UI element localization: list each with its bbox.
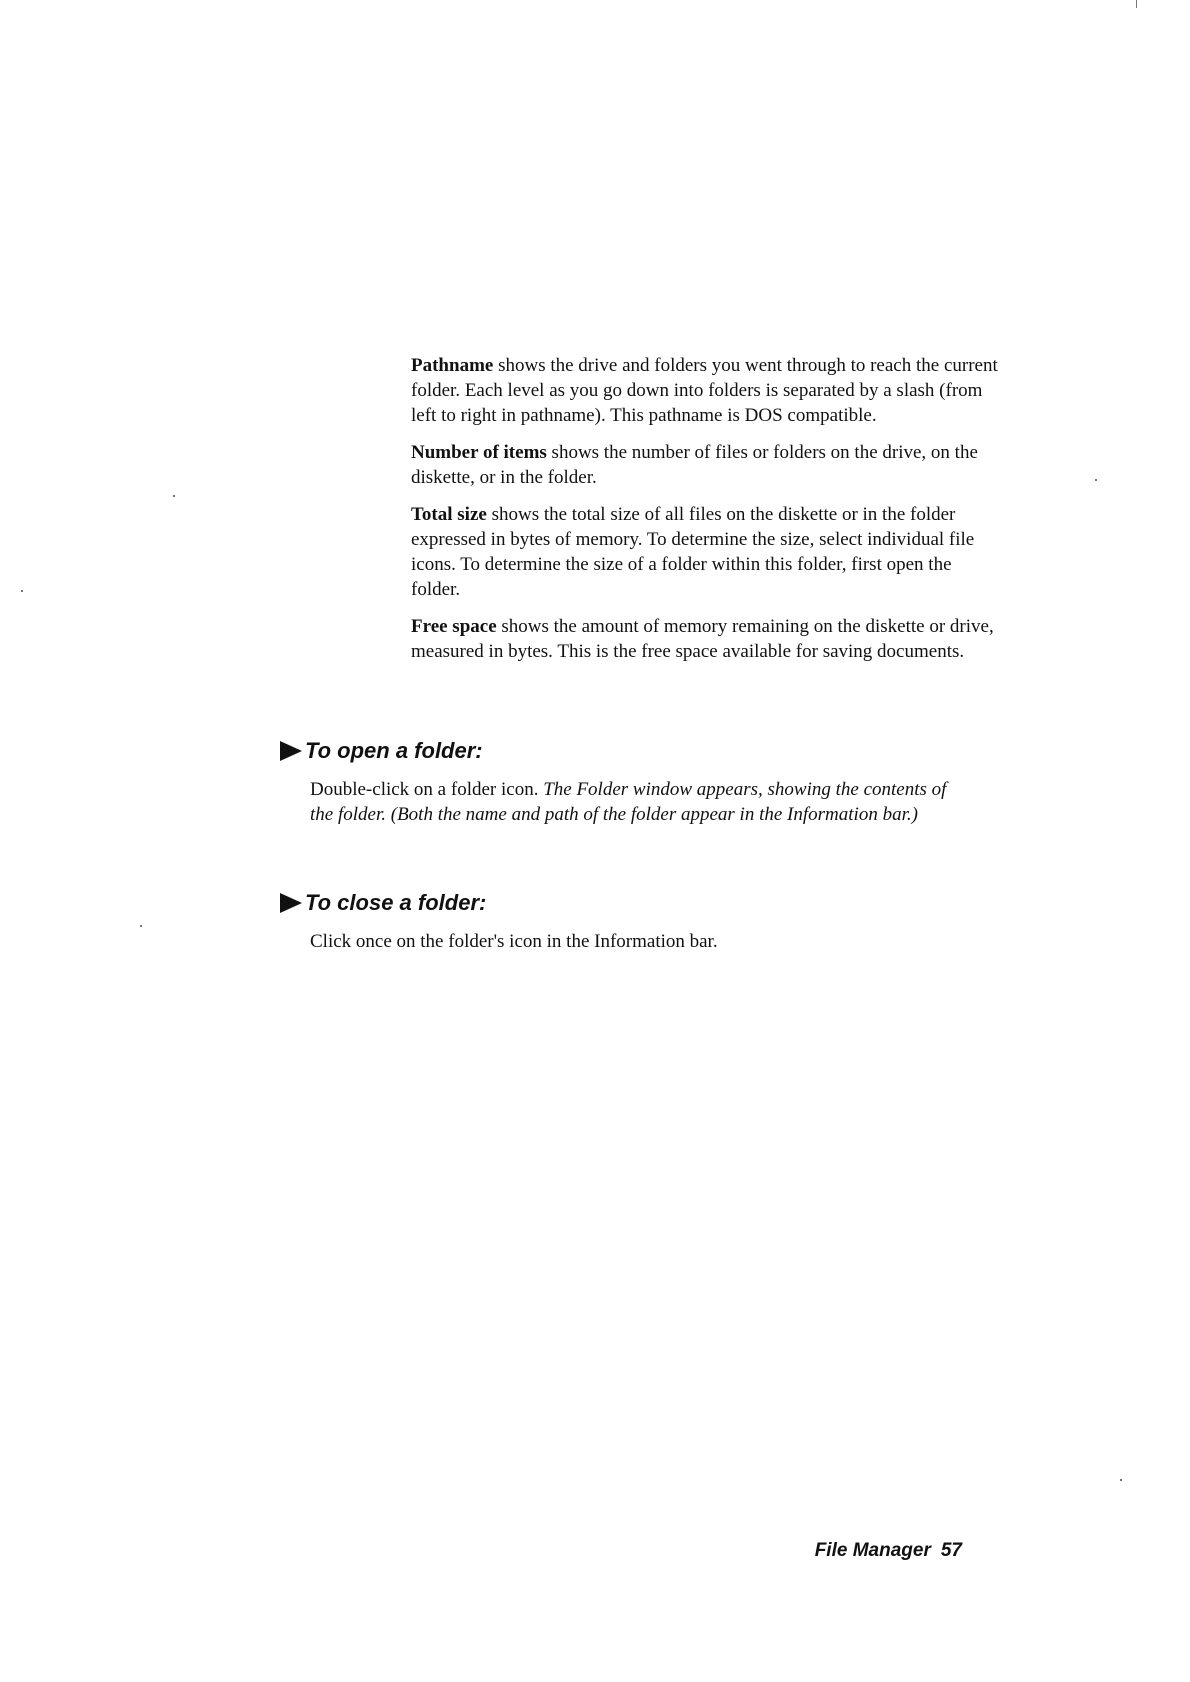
term-total-size: Total size (411, 504, 487, 525)
scan-mark (1095, 479, 1097, 481)
procedure-open-folder (280, 737, 960, 827)
definition-free-space (411, 614, 1001, 664)
term-number-of-items: Number of items (411, 442, 547, 463)
scan-mark (1136, 0, 1137, 8)
definition-text: shows the number of files or folders on the drive, on the diskette, or in the folder. (411, 442, 978, 488)
page-number: 57 (940, 1540, 962, 1561)
procedure-close-folder (280, 889, 960, 954)
definition-pathname (411, 353, 1001, 428)
triangle-arrow-icon (280, 741, 302, 761)
procedure-heading (280, 889, 960, 917)
procedure-action: Double-click on a folder icon. (310, 779, 544, 800)
procedure-body (310, 929, 960, 954)
procedure-heading (280, 737, 960, 765)
procedure-result: The Folder window appears, showing the contents of the folder. (Both the name and path of the folder appear in the Information bar.) (310, 779, 947, 825)
definition-total-size (411, 502, 1001, 602)
definition-text: shows the amount of memory remaining on the diskette or drive, measured in bytes. This is the free space available for saving documents. (411, 616, 994, 662)
definition-text: shows the total size of all files on the diskette or in the folder expressed in bytes of memory. To determine the size, select individual file icons. To determine the size of a folder within this folder, first open the folder. (411, 504, 975, 600)
scan-mark (21, 590, 23, 592)
definition-number-of-items (411, 440, 1001, 490)
triangle-arrow-icon (280, 893, 302, 913)
info-bar-definitions (411, 353, 1001, 676)
procedure-action: Click once on the folder's icon in the Information bar. (310, 931, 718, 952)
definition-text: shows the drive and folders you went through to reach the current folder. Each level as you go down into folders is separated by a slash (from left to right in pathname). This pathname is DOS compatible. (411, 355, 998, 426)
procedure-heading-text: To close a folder: (305, 890, 487, 915)
term-free-space: Free space (411, 616, 497, 637)
footer-section-title: File Manager (814, 1540, 931, 1561)
term-pathname: Pathname (411, 355, 494, 376)
procedure-body (310, 777, 960, 827)
scan-mark (1120, 1479, 1122, 1481)
procedure-heading-text: To open a folder: (305, 738, 483, 763)
scan-mark (140, 925, 142, 927)
scan-mark (173, 495, 175, 497)
page-footer (815, 1540, 962, 1562)
